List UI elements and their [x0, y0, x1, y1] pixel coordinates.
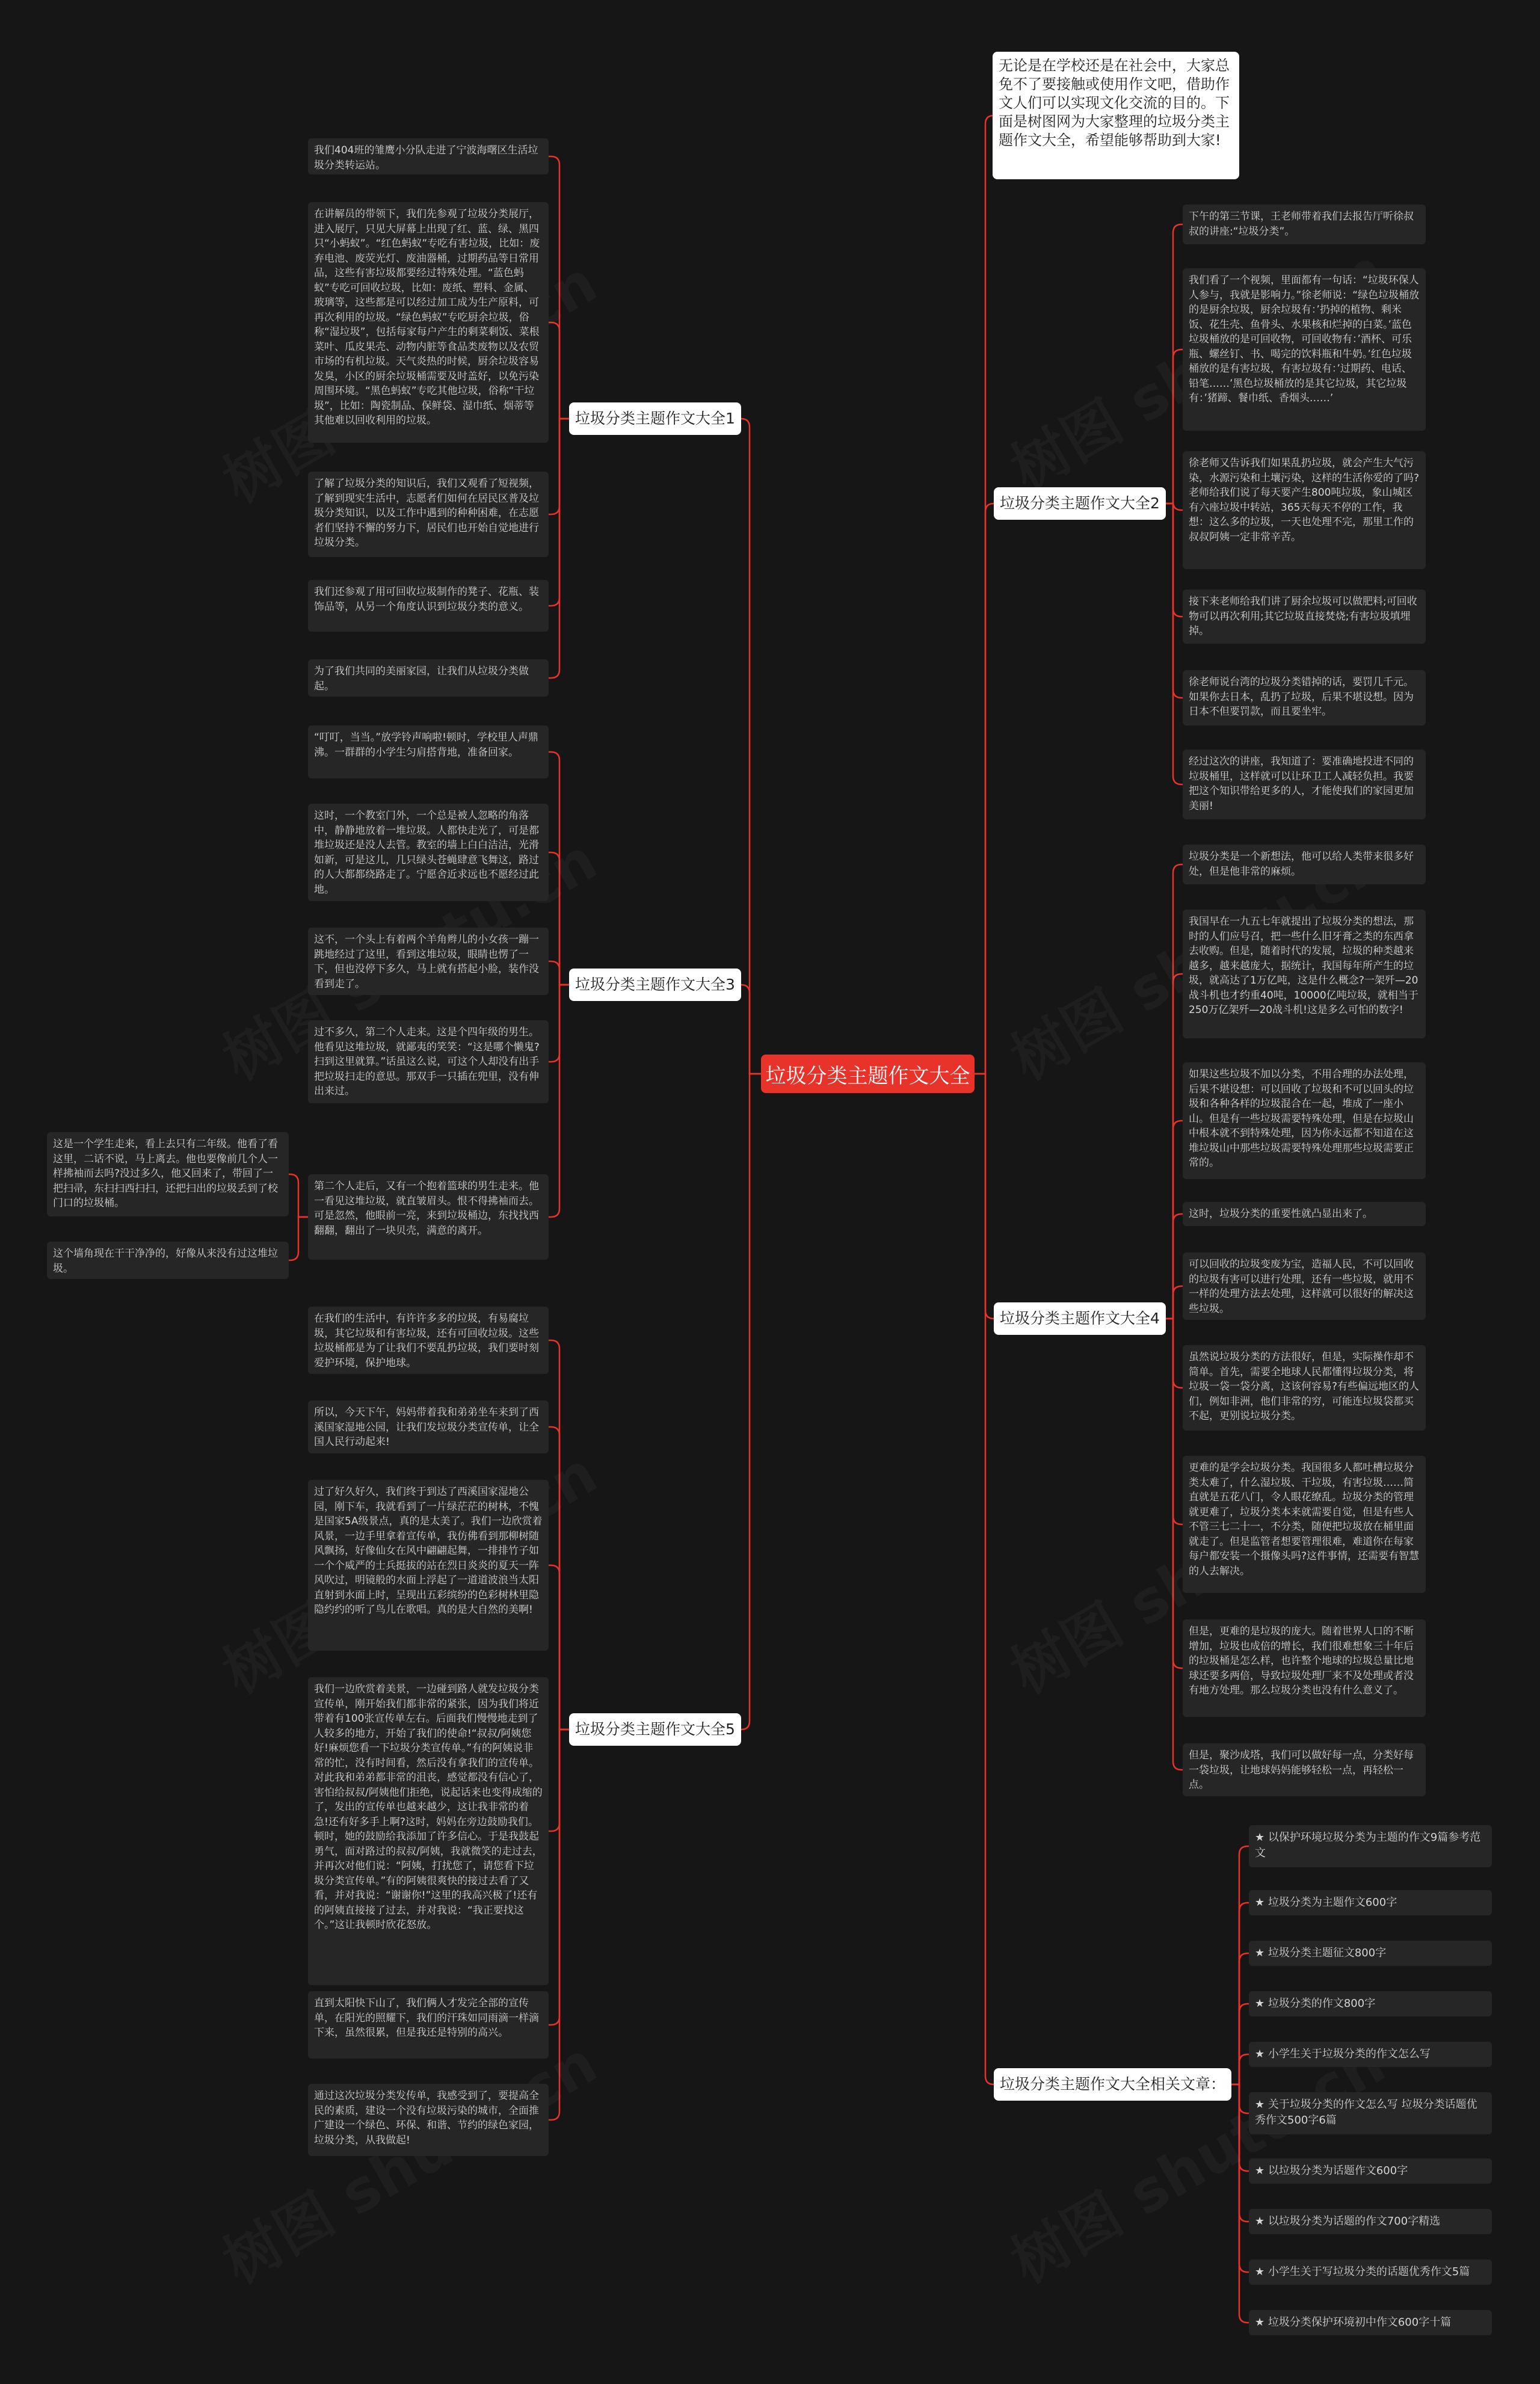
leaf-card: 过不多久，第二个人走来。这是个四年级的男生。他看见这堆垃圾，就鄙夷的笑笑：“这是哪个懒鬼?扫到这里就算。”话虽这么说，可这个人却没有出手把垃圾扫走的意思。那双手一只插在兜里，没有伸出来过。: [308, 1020, 549, 1103]
leaf-card: 这时，一个教室门外，一个总是被人忽略的角落中，静静地放着一堆垃圾。人都快走光了，可是都堆垃圾还是没人去管。教室的墙上白白洁洁，光滑如新，可是这儿，几只绿头苍蝇肆意飞舞这，路过的人大都都绕路走了。宁愿舍近求远也不愿经过此地。: [308, 804, 549, 901]
related-article-link[interactable]: ★ 以保护环境垃圾分类为主题的作文9篇参考范文: [1249, 1825, 1492, 1867]
related-article-link[interactable]: ★ 小学生关于垃圾分类的作文怎么写: [1249, 2042, 1492, 2067]
root-topic[interactable]: 垃圾分类主题作文大全: [761, 1055, 975, 1093]
related-article-link[interactable]: ★ 以垃圾分类为话题作文600字: [1249, 2158, 1492, 2184]
leaf-card: 所以，今天下午，妈妈带着我和弟弟坐车来到了西溪国家湿地公园，让我们发垃圾分类宣传单，让全国人民行动起来!: [308, 1400, 549, 1453]
branch-essay-2[interactable]: 垃圾分类主题作文大全2: [994, 487, 1166, 520]
leaf-card: 在我们的生活中，有许许多多的垃圾，有易腐垃圾，其它垃圾和有害垃圾，还有可回收垃圾。这些垃圾桶都是为了让我们不要乱扔垃圾，我们要时刻爱护环境，保护地球。: [308, 1307, 549, 1374]
leaf-card: 但是，更难的是垃圾的庞大。随着世界人口的不断增加，垃圾也成倍的增长，我们很难想象三十年后的垃圾桶是怎么样，也许整个地球的垃圾总量比地球还要多两倍，导致垃圾处理厂来不及处理或者没有地方处理。那么垃圾分类也没有什么意义了。: [1183, 1619, 1426, 1717]
leaf-card: 第二个人走后，又有一个抱着篮球的男生走来。他一看见这堆垃圾，就直皱眉头。恨不得拂袖而去。可是忽然，他眼前一亮，来到垃圾桶边，东找找西翻翻，翻出了一块贝壳，满意的离开。: [308, 1174, 549, 1260]
branch-essay-5[interactable]: 垃圾分类主题作文大全5: [569, 1713, 741, 1746]
branch-related-articles[interactable]: 垃圾分类主题作文大全相关文章：: [994, 2068, 1231, 2101]
leaf-card: 徐老师说台湾的垃圾分类错掉的话，要罚几千元。如果你去日本，乱扔了垃圾，后果不堪设想。因为日本不但要罚款，而且要坐牢。: [1183, 670, 1426, 725]
leaf-card: 直到太阳快下山了，我们俩人才发完全部的宣传单，在阳光的照耀下，我们的汗珠如同雨滴一样滴下来，虽然很累，但是我还是特别的高兴。: [308, 1991, 549, 2059]
leaf-card: 这时，垃圾分类的重要性就凸显出来了。: [1183, 1202, 1426, 1226]
leaf-card: 下午的第三节课，王老师带着我们去报告厅听徐叔叔的讲座:“垃圾分类”。: [1183, 205, 1426, 244]
connector-line: [975, 1074, 994, 1319]
connector-line: [975, 116, 994, 1074]
connector-line: [289, 1217, 308, 1260]
connector-line: [289, 1174, 308, 1217]
leaf-card: 我们404班的雏鹰小分队走进了宁波海曙区生活垃圾分类转运站。: [308, 138, 549, 174]
connector-line: [1166, 1286, 1183, 1319]
leaf-card: 我们看了一个视频，里面都有一句话：“垃圾环保人人参与，我就是影响力。”徐老师说：“绿色垃圾桶放的是厨余垃圾，厨余垃圾有：’扔掉的植物、剩米饭、花生壳、鱼骨头、水果核和烂掉的白菜。’蓝色垃圾桶放的是可回收物，可回收物有：’酒杯、可乐瓶、螺丝钉、书、喝完的饮料瓶和牛奶。’红色垃圾桶放的是有害垃圾，有害垃圾有：’过期药、电话、铅笔……’黑色垃圾桶放的是其它垃圾，其它垃圾有：’猪蹄、餐巾纸、香烟头……’: [1183, 268, 1426, 431]
branch-essay-4[interactable]: 垃圾分类主题作文大全4: [994, 1302, 1166, 1335]
related-article-link[interactable]: ★ 垃圾分类主题征文800字: [1249, 1941, 1492, 1966]
leaf-card: 我们一边欣赏着美景，一边碰到路人就发垃圾分类宣传单，刚开始我们都非常的紧张，因为我们将近带着有100张宣传单左右。后面我们慢慢地走到了人较多的地方，开始了我们的使命!“叔叔/阿姨您好!麻烦您看一下垃圾分类宣传单。”有的阿姨说非常的忙，没有时间看，然后没有拿我们的宣传单。对此我和弟弟都非常的沮丧，感觉都没有信心了，害怕给叔叔/阿姨他们拒绝，说起话来也变得成缩的了，发出的宣传单也越来越少，这让我非常的着急!还有好多手上啊?这时，妈妈在旁边鼓励我们。顿时，她的鼓励给我添加了许多信心。于是我鼓起勇气，面对路过的叔叔/阿姨，我就微笑的走过去，并再次对他们说：“阿姨，打扰您了，请您看下垃圾分类宣传单。”有的阿姨很爽快的接过去看了又看，并对我说：“谢谢你!”这里的我高兴极了!还有的阿姨直接接了过去，并对我说：“我正要找这个。”这让我顿时欣花怒放。: [308, 1677, 549, 1985]
connector-line: [975, 1074, 994, 2084]
leaf-card: 我们还参观了用可回收垃圾制作的凳子、花瓶、装饰品等，从另一个角度认识到垃圾分类的意义。: [308, 580, 549, 632]
related-article-link[interactable]: ★ 垃圾分类为主题作文600字: [1249, 1890, 1492, 1915]
leaf-card: 在讲解员的带领下，我们先参观了垃圾分类展厅，进入展厅，只见大屏幕上出现了红、蓝、绿、黑四只“小蚂蚁”。“红色蚂蚁”专吃有害垃圾，比如：废弃电池、废荧光灯、废油器桶，过期药品等日常用品，这些有害垃圾都要经过特殊处理。“蓝色蚂蚁”专吃可回收垃圾，比如：废纸、塑料、金属、玻璃等，这些都是可以经过加工成为生产原料，可再次利用的垃圾。“绿色蚂蚁”专吃厨余垃圾，俗称“湿垃圾”，包括每家每户产生的剩菜剩饭、菜根菜叶、瓜皮果壳、动物内脏等食品类废物以及农贸市场的有机垃圾。天气炎热的时候，厨余垃圾容易发臭，小区的厨余垃圾桶需要及时盖好，以免污染周围环境。“黑色蚂蚁”专吃其他垃圾，俗称“干垃圾”，比如：陶瓷制品、保鲜袋、湿巾纸、烟蒂等其他难以回收利用的垃圾。: [308, 202, 549, 443]
intro-note: 无论是在学校还是在社会中，大家总免不了要接触或使用作文吧，借助作文人们可以实现文化交流的目的。下面是树图网为大家整理的垃圾分类主题作文大全，希望能够帮助到大家!: [993, 52, 1239, 179]
connector-line: [1231, 2004, 1249, 2084]
leaf-card: 可以回收的垃圾变废为宝，造福人民，不可以回收的垃圾有害可以进行处理，还有一些垃圾，就用不一样的处理方法去处理，这样就可以很好的解决这些垃圾。: [1183, 1252, 1426, 1320]
leaf-card: “叮叮，当当。”放学铃声响啦!顿时，学校里人声鼎沸。一群群的小学生匀肩搭背地，准备回家。: [308, 725, 549, 778]
connector-line: [1166, 504, 1183, 698]
leaf-card: 这不，一个头上有着两个羊角辫儿的小女孩一蹦一跳地经过了这里，看到这堆垃圾，眼睛也愣了一下，但也没停下多久，马上就有搭起小脸，装作没看到走了。: [308, 928, 549, 995]
connector-line: [1166, 1319, 1183, 1388]
connector-line: [1166, 504, 1183, 617]
leaf-card: 为了我们共同的美丽家园，让我们从垃圾分类做起。: [308, 659, 549, 697]
leaf-card: 如果这些垃圾不加以分类，不用合理的办法处理，后果不堪设想：可以回收了垃圾和不可以回头的垃圾和各种各样的垃圾混合在一起，堆成了一座小山。但是有一些垃圾需要特殊处理，但是在垃圾山中根本就不到特殊处理，因为你永远都不知道在这堆垃圾山中那些垃圾需要特殊处理那些垃圾需要正常的。: [1183, 1062, 1426, 1179]
related-article-link[interactable]: ★ 小学生关于写垃圾分类的话题优秀作文5篇: [1249, 2259, 1492, 2285]
connector-line: [975, 504, 994, 1074]
connector-line: [741, 419, 761, 1074]
related-article-link[interactable]: ★ 垃圾分类保护环境初中作文600字十篇: [1249, 2310, 1492, 2335]
leaf-card: 虽然说垃圾分类的方法很好，但是，实际操作却不简单。首先，需要全地球人民都懂得垃圾分类，将垃圾一袋一袋分离，这该何容易?有些偏远地区的人们，例如非洲，他们非常的穷，可能连垃圾袋都买不起，更别说垃圾分类。: [1183, 1345, 1426, 1431]
connector-line: [1231, 1953, 1249, 2084]
sub-leaf-card: 这是一个学生走来，看上去只有二年级。他看了看这里，二话不说，马上离去。他也要像前几个人一样拂袖而去吗?没过多久，他又回来了，带回了一把扫帚，东扫扫西扫扫，还把扫出的垃圾丢到了校门口的垃圾桶。: [47, 1132, 289, 1216]
leaf-card: 接下来老师给我们讲了厨余垃圾可以做肥料;可回收物可以再次利用;其它垃圾直接焚烧;有害垃圾填埋掉。: [1183, 590, 1426, 644]
leaf-card: 通过这次垃圾分类发传单，我感受到了，要提高全民的素质，建设一个没有垃圾污染的城市，全面推广建设一个绿色、环保、和谐、节约的绿色家园，垃圾分类，从我做起!: [308, 2084, 549, 2156]
connector-line: [549, 985, 569, 1217]
leaf-card: 经过这次的讲座，我知道了：要准确地投进不同的垃圾桶里，这样就可以让环卫工人减轻负担。我要把这个知识带给更多的人，才能使我们的家园更加美丽!: [1183, 750, 1426, 819]
leaf-card: 但是，聚沙成塔，我们可以做好每一点，分类好每一袋垃圾，让地球妈妈能够轻松一点，再轻松一点。: [1183, 1743, 1426, 1796]
connector-line: [549, 961, 569, 985]
related-article-link[interactable]: ★ 关于垃圾分类的作文怎么写 垃圾分类话题优秀作文500字6篇: [1249, 2092, 1492, 2134]
related-article-link[interactable]: ★ 以垃圾分类为话题的作文700字精选: [1249, 2209, 1492, 2234]
connector-line: [1166, 1319, 1183, 1524]
connector-line: [741, 985, 761, 1074]
leaf-card: 垃圾分类是一个新想法，他可以给人类带来很多好处，但是他非常的麻烦。: [1183, 845, 1426, 884]
sub-leaf-card: 这个墙角现在干干净净的，好像从来没有过这堆垃圾。: [47, 1242, 289, 1279]
connector-line: [1166, 974, 1183, 1319]
connector-line: [1231, 2054, 1249, 2084]
connector-line: [549, 1565, 569, 1729]
branch-essay-3[interactable]: 垃圾分类主题作文大全3: [569, 969, 741, 1001]
connector-line: [1166, 1214, 1183, 1319]
connector-line: [741, 1074, 761, 1729]
connector-line: [549, 419, 569, 678]
branch-essay-1[interactable]: 垃圾分类主题作文大全1: [569, 402, 741, 435]
leaf-card: 了解了垃圾分类的知识后，我们又观看了短视频，了解到现实生活中，志愿者们如何在居民区普及垃圾分类知识，以及工作中遇到的种种困难，在志愿者们坚持不懈的努力下，居民们也开始自觉地进行垃圾分类。: [308, 472, 549, 557]
leaf-card: 我国早在一九五七年就提出了垃圾分类的想法，那时的人们应号召，把一些什么旧牙膏之类的东西拿去收购。但是，随着时代的发展，垃圾的种类越来越多，越来越庞大，据统计，我国每年所产生的垃圾，就高达了1万亿吨，这是什么概念?一架歼—20战斗机也才约重40吨，10000亿吨垃圾，就相当于250万亿架歼—20战斗机!这是多么可怕的数字!: [1183, 910, 1426, 1038]
connector-line: [1231, 1846, 1249, 2084]
related-article-link[interactable]: ★ 垃圾分类的作文800字: [1249, 1991, 1492, 2016]
leaf-card: 更难的是学会垃圾分类。我国很多人都吐槽垃圾分类太难了，什么湿垃圾、干垃圾，有害垃圾……简直就是五花八门，令人眼花缭乱。垃圾分类的管理就更难了，垃圾分类本来就需要自觉，但是有些人不管三七二十一，不分类，随便把垃圾放在桶里面就走了。但是监管者想要管理很难，难道你在每家每户都安装一个摄像头吗?这件事情，还需要有智慧的人去解决。: [1183, 1456, 1426, 1593]
connector-line: [1166, 504, 1183, 784]
leaf-card: 过了好久好久，我们终于到达了西溪国家湿地公园，刚下车，我就看到了一片绿茫茫的树林，不愧是国家5A级景点，真的是太美了。我们一边欣赏着风景，一边手里拿着宣传单，我仿佛看到那柳树随风飘扬，好像仙女在风中翩翩起舞，一排排竹子如一个个威严的士兵挺拔的站在烈日炎炎的夏天一阵风吹过，明镜般的水面上浮起了一道道波浪当太阳直射到水面上时，呈现出五彩缤纷的色彩树林里隐隐约约的听了鸟儿在歌唱。真的是大自然的美啊!: [308, 1480, 549, 1651]
leaf-card: 徐老师又告诉我们如果乱扔垃圾，就会产生大气污染，水源污染和土壤污染，这样的生活你爱的了吗?老师给我们说了每天要产生800吨垃圾，象山城区有六座垃圾中转站，365天每天不停的工作，我想：这么多的垃圾，一天也处理不完，那里工作的叔叔阿姨一定非常辛苦。: [1183, 451, 1426, 569]
